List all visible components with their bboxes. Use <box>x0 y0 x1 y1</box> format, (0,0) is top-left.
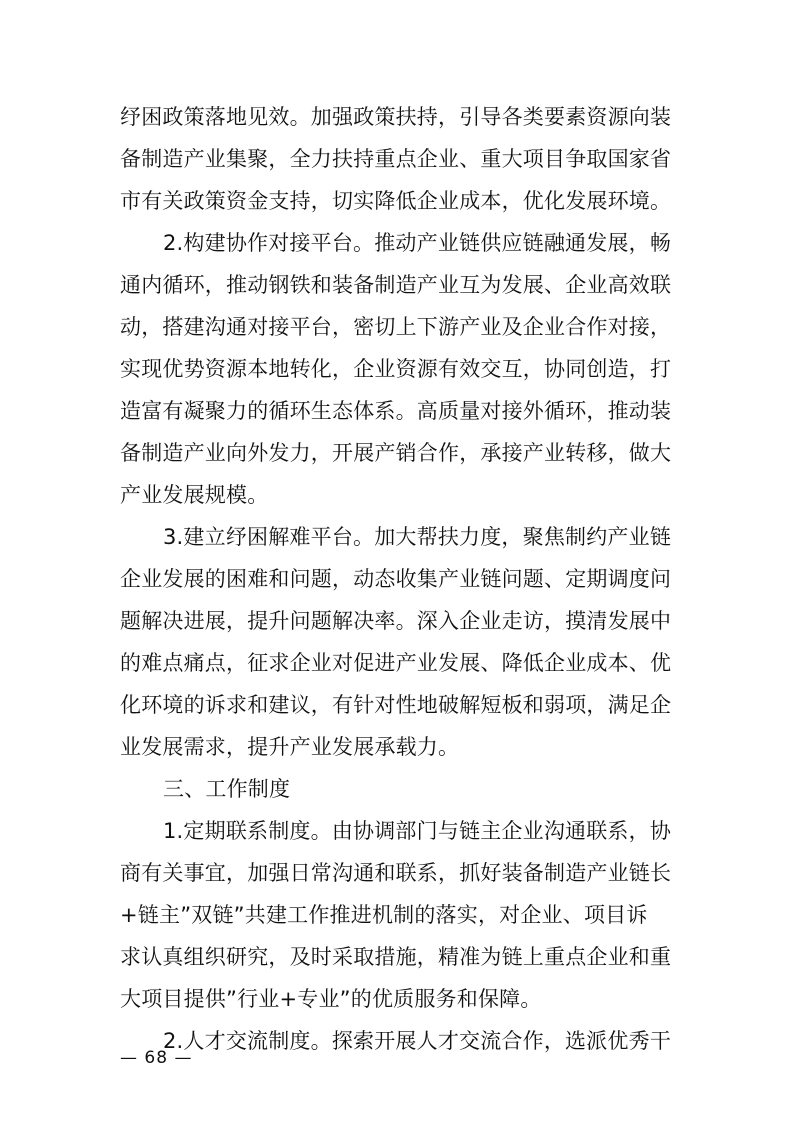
body-text-line: 动，搭建沟通对接平台，密切上下游产业及企业合作对接， <box>120 315 672 339</box>
body-text-line: 通内循环，推动钢铁和装备制造产业互为发展、企业高效联 <box>120 273 672 297</box>
paragraph-start-line: 2.人才交流制度。探索开展人才交流合作，选派优秀干 <box>163 1029 672 1053</box>
body-text-line: 业发展需求，提升产业发展承载力。 <box>120 735 460 759</box>
body-text-line: 的难点痛点，征求企业对促进产业发展、降低企业成本、优 <box>120 651 672 675</box>
body-text-line: 实现优势资源本地转化，企业资源有效交互，协同创造，打 <box>120 357 672 381</box>
paragraph-start-line: 2.构建协作对接平台。推动产业链供应链融通发展，畅 <box>163 231 672 255</box>
body-text-line: +链主”双链”共建工作推进机制的落实，对企业、项目诉 <box>120 903 648 927</box>
body-text-line: 企业发展的困难和问题，动态收集产业链问题、定期调度问 <box>120 567 672 591</box>
body-text-line: 市有关政策资金支持，切实降低企业成本，优化发展环境。 <box>120 189 672 213</box>
body-text-line: 造富有凝聚力的循环生态体系。高质量对接外循环，推动装 <box>120 399 672 423</box>
paragraph-start-line: 3.建立纾困解难平台。加大帮扶力度，聚焦制约产业链 <box>163 525 672 549</box>
body-text-line: 备制造产业集聚，全力扶持重点企业、重大项目争取国家省 <box>120 147 672 171</box>
body-text-line: 题解决进展，提升问题解决率。深入企业走访，摸清发展中 <box>120 609 672 633</box>
body-text-line: 大项目提供”行业+专业”的优质服务和保障。 <box>120 987 542 1011</box>
page-number: — 68 — <box>120 1048 193 1068</box>
paragraph-start-line: 1.定期联系制度。由协调部门与链主企业沟通联系，协 <box>163 819 672 843</box>
body-text-line: 产业发展规模。 <box>120 483 269 507</box>
body-text-line: 备制造产业向外发力，开展产销合作，承接产业转移，做大 <box>120 441 672 465</box>
section-heading: 三、工作制度 <box>163 777 291 801</box>
body-text-line: 商有关事宜，加强日常沟通和联系，抓好装备制造产业链长 <box>120 861 672 885</box>
body-text-line: 化环境的诉求和建议，有针对性地破解短板和弱项，满足企 <box>120 693 672 717</box>
body-text-line: 纾困政策落地见效。加强政策扶持，引导各类要素资源向装 <box>120 105 672 129</box>
body-text-line: 求认真组织研究，及时采取措施，精准为链上重点企业和重 <box>120 945 672 969</box>
